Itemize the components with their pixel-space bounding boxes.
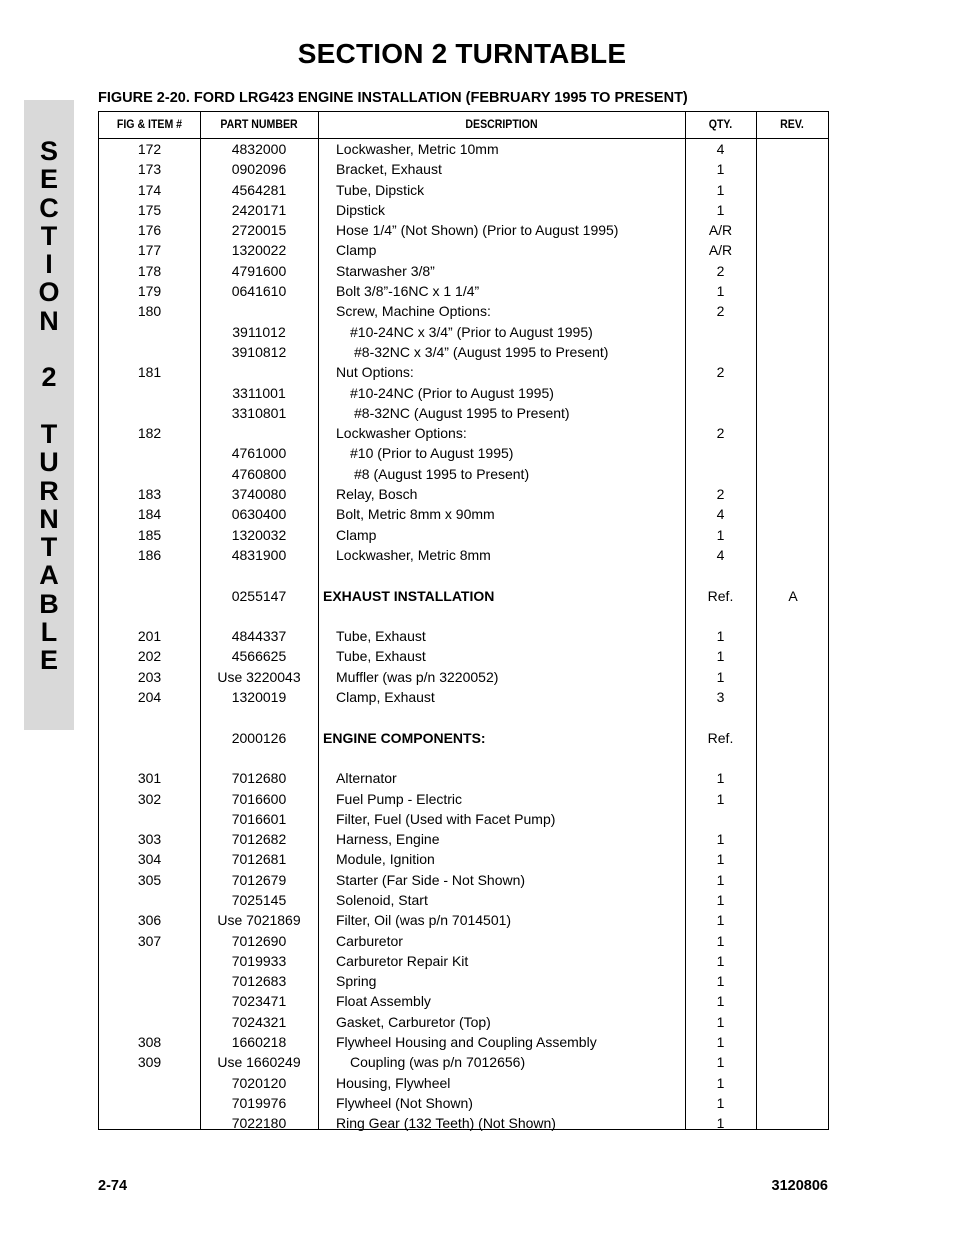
description-cell: Coupling (was p/n 7012656) [350, 1054, 526, 1071]
side-tab-letter: B [39, 588, 59, 619]
side-tab-letter: U [39, 447, 59, 478]
side-tab-letter: E [39, 164, 58, 195]
table-row [99, 606, 828, 626]
table-row [99, 1113, 828, 1133]
qty-cell: 1 [716, 526, 725, 543]
table-row [99, 301, 828, 321]
description-cell: EXHAUST INSTALLATION [323, 587, 495, 604]
table-row [99, 200, 828, 220]
table-row [99, 586, 828, 606]
qty-cell: 1 [716, 1115, 725, 1132]
page-title: SECTION 2 TURNTABLE [297, 38, 627, 69]
description-cell: Housing, Flywheel [336, 1074, 451, 1091]
qty-cell: 1 [716, 283, 725, 300]
description-cell: Solenoid, Start [336, 891, 428, 908]
qty-cell: 1 [716, 201, 725, 218]
qty-cell: 4 [716, 546, 725, 563]
description-cell: ENGINE COMPONENTS: [323, 729, 486, 746]
table-body [99, 139, 828, 1134]
description-cell: Filter, Fuel (Used with Facet Pump) [336, 810, 556, 827]
side-tab-letter: N [39, 503, 59, 534]
header-rev: REV. [780, 117, 804, 131]
header-fig-item: FIG & ITEM # [116, 117, 183, 131]
qty-cell: 1 [716, 1094, 725, 1111]
side-tab-letters [24, 137, 74, 675]
table-row [99, 829, 828, 849]
table-row [99, 322, 828, 342]
table-row [99, 443, 828, 463]
fig-item-cell: 307 [137, 932, 162, 949]
part-number-cell: 0255147 [231, 587, 287, 604]
description-cell: Flywheel Housing and Coupling Assembly [336, 1034, 597, 1051]
fig-item-cell: 304 [137, 851, 162, 868]
part-number-cell: Use 7021869 [217, 912, 301, 929]
side-tab-letter: E [39, 645, 58, 676]
part-number-cell: 1320022 [231, 242, 287, 259]
part-number-cell: 3310801 [231, 404, 287, 421]
part-number-cell: 7012679 [231, 871, 287, 888]
qty-cell: 2 [716, 303, 725, 320]
part-number-cell: 1320019 [231, 689, 287, 706]
header-description: DESCRIPTION [465, 117, 538, 131]
qty-cell: 1 [716, 871, 725, 888]
qty-cell: 1 [716, 891, 725, 908]
fig-item-cell: 175 [137, 201, 162, 218]
description-cell: Carburetor [336, 932, 403, 949]
fig-item-cell: 176 [137, 222, 162, 239]
part-number-cell: 7012682 [231, 831, 287, 848]
part-number-cell: 1320032 [231, 526, 287, 543]
fig-item-cell: 180 [137, 303, 162, 320]
qty-cell: 4 [716, 141, 725, 157]
description-cell: Ring Gear (132 Teeth) (Not Shown) [336, 1115, 556, 1132]
table-header [99, 112, 828, 139]
qty-cell: 2 [716, 425, 725, 442]
table-row [99, 504, 828, 524]
qty-cell: 1 [716, 1013, 725, 1030]
fig-item-cell: 305 [137, 871, 162, 888]
fig-item-cell: 173 [137, 161, 162, 178]
table-row [99, 180, 828, 200]
description-cell: #8-32NC (August 1995 to Present) [354, 404, 570, 421]
description-cell: Module, Ignition [336, 851, 435, 868]
fig-item-cell: 178 [137, 262, 162, 279]
description-cell: Screw, Machine Options: [336, 303, 491, 320]
qty-cell: A/R [708, 222, 733, 239]
qty-cell: Ref. [707, 729, 734, 746]
table-row [99, 667, 828, 687]
table-row [99, 646, 828, 666]
side-tab-letter: T [40, 418, 58, 449]
description-cell: Clamp [336, 242, 377, 259]
description-cell: Nut Options: [336, 364, 414, 381]
table-row [99, 1093, 828, 1113]
part-number-cell: 7012690 [231, 932, 287, 949]
side-tab-letter: A [39, 560, 59, 591]
part-number-cell: 2720015 [231, 222, 287, 239]
header-qty: QTY. [708, 117, 733, 131]
description-cell: #10 (Prior to August 1995) [350, 445, 514, 462]
table-row [99, 362, 828, 382]
table-row [99, 220, 828, 240]
description-cell: #8 (August 1995 to Present) [354, 465, 530, 482]
part-number-cell: 3740080 [231, 486, 287, 503]
description-cell: #10-24NC x 3/4” (Prior to August 1995) [350, 323, 593, 340]
description-cell: Tube, Exhaust [336, 628, 426, 645]
fig-item-cell: 185 [137, 526, 162, 543]
part-number-cell: Use 1660249 [217, 1054, 301, 1071]
qty-cell: 1 [716, 912, 725, 929]
description-cell: Harness, Engine [336, 831, 440, 848]
part-number-cell: 7016601 [231, 810, 287, 827]
qty-cell: 1 [716, 181, 725, 198]
qty-cell: 1 [716, 628, 725, 645]
description-cell: Float Assembly [336, 993, 431, 1010]
side-tab-letter: I [45, 249, 53, 280]
header-part-number: PART NUMBER [220, 117, 298, 131]
side-tab-letter: T [40, 532, 58, 563]
part-number-cell: 0902096 [231, 161, 287, 178]
table-row [99, 545, 828, 565]
part-number-cell: 2420171 [231, 201, 287, 218]
qty-cell: 1 [716, 973, 725, 990]
table-row [99, 809, 828, 829]
fig-item-cell: 303 [137, 831, 162, 848]
fig-item-cell: 309 [137, 1054, 162, 1071]
qty-cell: 1 [716, 993, 725, 1010]
table-row [99, 931, 828, 951]
table-row [99, 768, 828, 788]
qty-cell: 3 [716, 689, 725, 706]
description-cell: Flywheel (Not Shown) [336, 1094, 473, 1111]
table-row [99, 748, 828, 768]
qty-cell: 1 [716, 790, 725, 807]
parts-table [98, 111, 829, 1130]
description-cell: Dipstick [336, 201, 386, 218]
description-cell: Lockwasher, Metric 10mm [336, 141, 499, 157]
qty-cell: 2 [716, 364, 725, 381]
description-cell: Tube, Dipstick [336, 181, 425, 198]
page-number: 2-74 [98, 1178, 128, 1194]
part-number-cell: 7022180 [231, 1115, 287, 1132]
table-row [99, 910, 828, 930]
part-number-cell: 4791600 [231, 262, 287, 279]
part-number-cell: 4844337 [231, 628, 287, 645]
part-number-cell: 7012680 [231, 770, 287, 787]
part-number-cell: 7020120 [231, 1074, 287, 1091]
description-cell: Bolt, Metric 8mm x 90mm [336, 506, 495, 523]
part-number-cell: Use 3220043 [217, 668, 301, 685]
table-row [99, 870, 828, 890]
description-cell: Fuel Pump - Electric [336, 790, 463, 807]
description-cell: Carburetor Repair Kit [336, 952, 469, 969]
qty-cell: 1 [716, 1054, 725, 1071]
side-tab-letter: 2 [41, 362, 57, 393]
qty-cell: 1 [716, 851, 725, 868]
part-number-cell: 7012681 [231, 851, 287, 868]
table-row [99, 951, 828, 971]
part-number-cell: 3910812 [231, 343, 287, 360]
section-side-tab [24, 100, 74, 730]
side-tab-letter: R [39, 475, 59, 506]
table-row [99, 525, 828, 545]
qty-cell: 1 [716, 952, 725, 969]
part-number-cell: 3311001 [232, 384, 286, 401]
description-cell: Clamp, Exhaust [336, 689, 435, 706]
description-cell: Starwasher 3/8” [336, 262, 435, 279]
table-row [99, 383, 828, 403]
part-number-cell: 4832000 [231, 141, 287, 157]
description-cell: Lockwasher, Metric 8mm [336, 546, 491, 563]
qty-cell: 1 [716, 770, 725, 787]
part-number-cell: 4760800 [231, 465, 287, 482]
table-row [99, 240, 828, 260]
table-row [99, 1073, 828, 1093]
table-row [99, 403, 828, 423]
table-row [99, 971, 828, 991]
qty-cell: 2 [716, 262, 725, 279]
table-row [99, 1012, 828, 1032]
table-row [99, 849, 828, 869]
part-number-cell: 7012683 [231, 973, 287, 990]
part-number-cell: 4831900 [231, 546, 287, 563]
side-tab-letter: C [39, 192, 59, 223]
side-tab-letter: O [38, 277, 60, 308]
description-cell: Muffler (was p/n 3220052) [336, 668, 499, 685]
description-cell: Spring [336, 973, 377, 990]
fig-item-cell: 302 [137, 790, 162, 807]
description-cell: Tube, Exhaust [336, 648, 426, 665]
part-number-cell: 7016600 [231, 790, 287, 807]
description-cell: Starter (Far Side - Not Shown) [336, 871, 526, 888]
fig-item-cell: 308 [137, 1034, 162, 1051]
description-cell: Filter, Oil (was p/n 7014501) [336, 912, 512, 929]
part-number-cell: 7024321 [231, 1013, 287, 1030]
description-cell: Hose 1/4” (Not Shown) (Prior to August 1995) [336, 222, 619, 239]
table-row [99, 484, 828, 504]
part-number-cell: 7025145 [231, 891, 287, 908]
table-row [99, 423, 828, 443]
table-row [99, 626, 828, 646]
table-row [99, 890, 828, 910]
description-cell: Gasket, Carburetor (Top) [336, 1013, 491, 1030]
qty-cell: 1 [716, 1034, 725, 1051]
fig-item-cell: 181 [137, 364, 162, 381]
table-row [99, 281, 828, 301]
fig-item-cell: 182 [137, 425, 162, 442]
table-row [99, 728, 828, 748]
table-row [99, 139, 828, 159]
fig-item-cell: 204 [137, 689, 162, 706]
qty-cell: 1 [716, 1074, 725, 1091]
side-tab-letter: L [40, 617, 58, 648]
description-cell: Lockwasher Options: [336, 425, 467, 442]
description-cell: Bolt 3/8”-16NC x 1 1/4” [336, 283, 480, 300]
table-row [99, 991, 828, 1011]
fig-item-cell: 301 [137, 770, 162, 787]
fig-item-cell: 203 [137, 668, 162, 685]
document-number: 3120806 [771, 1178, 828, 1194]
qty-cell: 1 [716, 668, 725, 685]
qty-cell: Ref. [707, 587, 734, 604]
rev-cell: A [788, 587, 798, 604]
qty-cell: 1 [716, 831, 725, 848]
part-number-cell: 1660218 [231, 1034, 287, 1051]
table-row [99, 261, 828, 281]
part-number-cell: 7023471 [231, 993, 287, 1010]
figure-title: FIGURE 2-20. FORD LRG423 ENGINE INSTALLATION (FEBRUARY 1995 TO PRESENT) [98, 90, 688, 106]
fig-item-cell: 184 [137, 506, 162, 523]
fig-item-cell: 177 [137, 242, 162, 259]
fig-item-cell: 174 [137, 181, 162, 198]
fig-item-cell: 179 [137, 283, 162, 300]
fig-item-cell: 183 [137, 486, 162, 503]
table-row [99, 687, 828, 707]
part-number-cell: 4566625 [231, 648, 287, 665]
side-tab-letter: T [40, 220, 58, 251]
description-cell: Alternator [336, 770, 397, 787]
qty-cell: 4 [716, 506, 725, 523]
table-row [99, 159, 828, 179]
part-number-cell: 7019933 [231, 952, 287, 969]
fig-item-cell: 202 [137, 648, 162, 665]
part-number-cell: 4761000 [231, 445, 287, 462]
description-cell: #10-24NC (Prior to August 1995) [350, 384, 554, 401]
table-row [99, 1052, 828, 1072]
part-number-cell: 0641610 [231, 283, 287, 300]
table-row [99, 464, 828, 484]
qty-cell: A/R [708, 242, 733, 259]
table-row [99, 342, 828, 362]
side-tab-letter: S [39, 136, 58, 166]
fig-item-cell: 201 [137, 628, 162, 645]
side-tab-letter: N [39, 305, 59, 336]
fig-item-cell: 186 [137, 546, 162, 563]
part-number-cell: 7019976 [231, 1094, 287, 1111]
description-cell: Clamp [336, 526, 377, 543]
table-row [99, 707, 828, 727]
qty-cell: 1 [716, 648, 725, 665]
part-number-cell: 0630400 [231, 506, 287, 523]
qty-cell: 1 [716, 932, 725, 949]
table-row [99, 789, 828, 809]
table-row [99, 1032, 828, 1052]
table-row [99, 565, 828, 585]
part-number-cell: 3911012 [232, 323, 286, 340]
qty-cell: 2 [716, 486, 725, 503]
description-cell: #8-32NC x 3/4” (August 1995 to Present) [354, 343, 609, 360]
fig-item-cell: 306 [137, 912, 162, 929]
description-cell: Relay, Bosch [336, 486, 418, 503]
part-number-cell: 2000126 [231, 729, 287, 746]
description-cell: Bracket, Exhaust [336, 161, 442, 178]
qty-cell: 1 [716, 161, 725, 178]
fig-item-cell: 172 [137, 141, 162, 157]
part-number-cell: 4564281 [231, 181, 287, 198]
